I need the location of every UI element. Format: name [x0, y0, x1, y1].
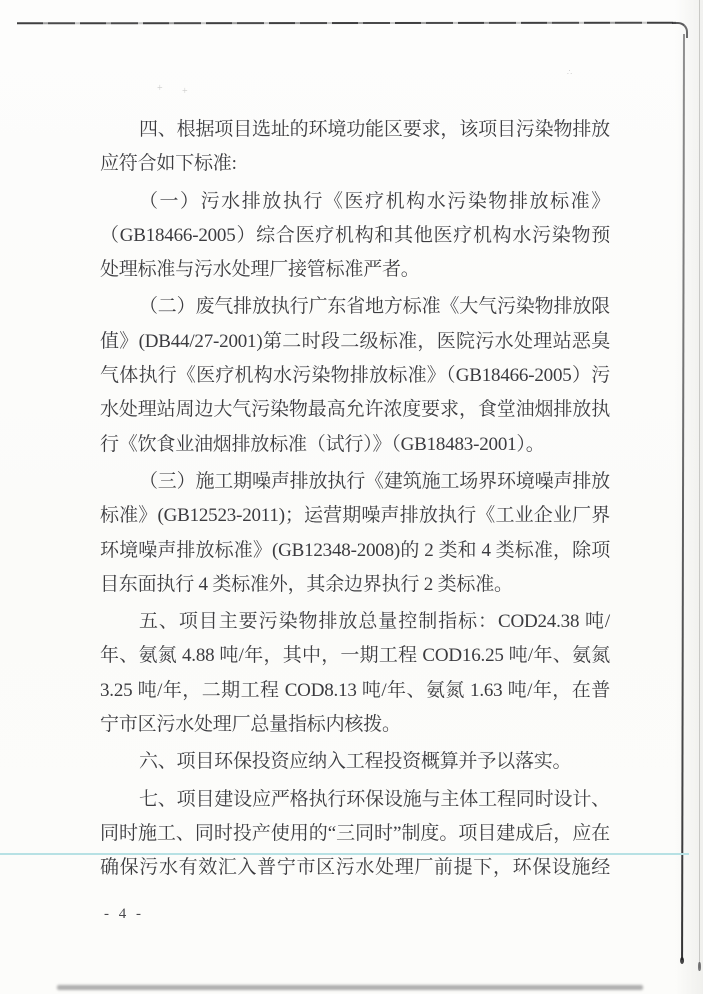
paragraph-item-4: 四、根据项目选址的环境功能区要求，该项目污染物排放应符合如下标准:: [100, 119, 610, 175]
scan-edge-right-line: [681, 34, 685, 960]
page-number: - 4 -: [104, 906, 144, 922]
scan-speck: +: [157, 83, 163, 94]
paragraph-sub-2: （二）废气排放执行广东省地方标准《大气污染物排放限值》(DB44/27-2001)第二时段二级标准，医院污水处理站恶臭气体执行《医疗机构水污染物排放标准》（GB18466-2005）污水处理站周边大气污染物最高允许浓度要求，食堂油烟排放执行《饮食业油烟排放标准（试行）》（GB18483-2001）。: [100, 296, 610, 455]
scan-speck: ∴: [567, 68, 573, 77]
scan-speck: +: [182, 86, 188, 97]
paragraph-item-6: 六、项目环保投资应纳入工程投资概算并予以落实。: [138, 751, 572, 773]
document-text-block: [100, 113, 610, 889]
paragraph-item-7: 七、项目建设应严格执行环保设施与主体工程同时设计、同时施工、同时投产使用的“三同时”制度。项目建成后，应在确保污水有效汇入普宁市区污水处理厂前提下，环保设施经: [100, 788, 610, 879]
scan-edge-right-line-faint: [699, 0, 700, 968]
paragraph-sub-1: （一）污水排放执行《医疗机构水污染物排放标准》（GB18466-2005）综合医疗机构和其他医疗机构水污染物预处理标准与污水处理厂接管标准严者。: [100, 190, 610, 281]
scan-artifact-bottom-smudge: [57, 985, 643, 990]
scan-edge-top-line: [17, 22, 676, 25]
paragraph-sub-3: （三）施工期噪声排放执行《建筑施工场界环境噪声排放标准》(GB12523-2011)；运营期噪声排放执行《工业企业厂界环境噪声排放标准》(GB12348-2008)的 2 类和 4 类标准，除项目东面执行 4 类标准外，其余边界执行 2 类标准。: [100, 470, 610, 595]
scan-edge-top-right-corner: [672, 22, 688, 38]
paragraph-item-5: 五、项目主要污染物排放总量控制指标：COD24.38 吨/年、氨氮 4.88 吨/年，其中，一期工程 COD16.25 吨/年、氨氮 3.25 吨/年，二期工程 COD8.13 吨/年、氨氮 1.63 吨/年，在普宁市区污水处理厂总量指标内核拨。: [100, 611, 610, 736]
